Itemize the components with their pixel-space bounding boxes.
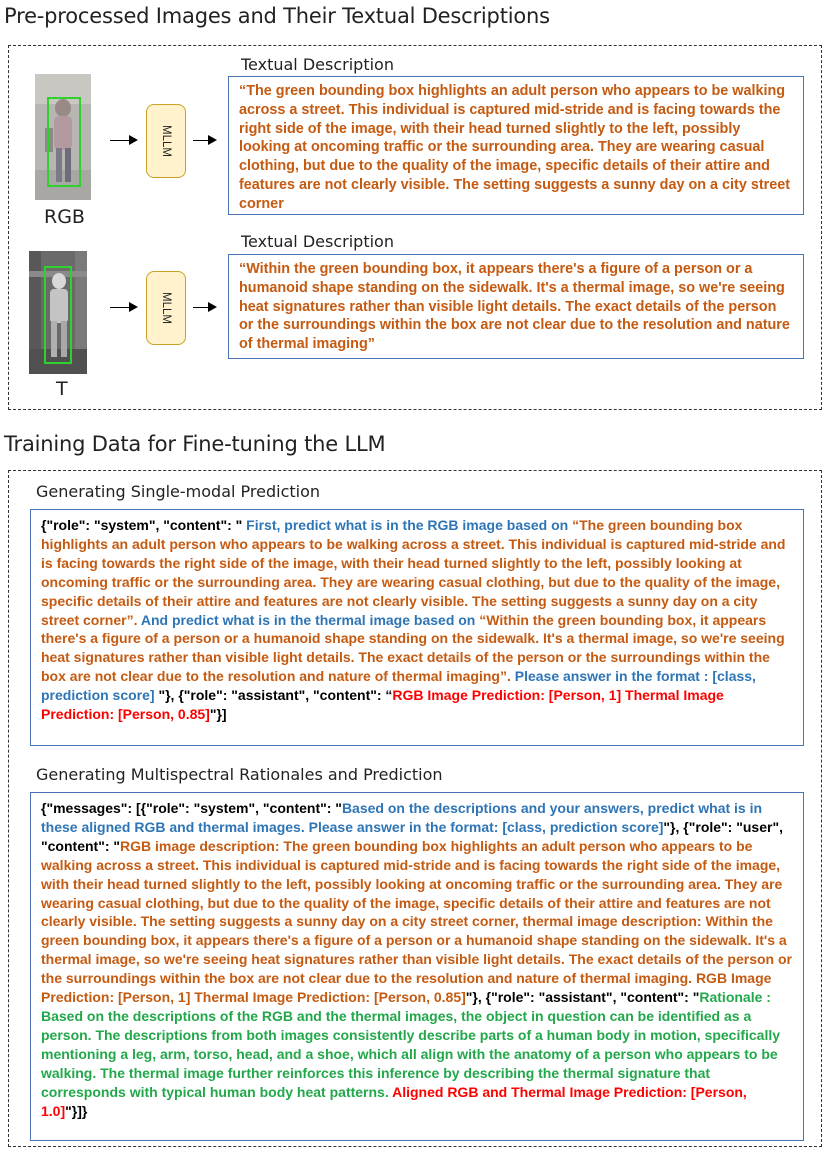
thermal-description-text: “Within the green bounding box, it appears there's a figure of a person or a humanoid shape standing on the sidewalk. It's a thermal image, so we're seeing heat signatures rather than visible light details. The exact details of the person or the surroundings within the box are not clear due to the resolution and nature of thermal imaging”. bbox=[41, 611, 785, 685]
textual-description-label: Textual Description bbox=[241, 232, 394, 251]
arrow-icon bbox=[110, 140, 136, 141]
rationale-text: Rationale : Based on the descriptions of the RGB and the thermal images, the object in question can be identified as a person. The descriptions from both images consistently describe parts of a human body in motion, specifically mentioning a leg, arm, torso, head, and a shoe, which all align with the anatomy of a person who appears to be walking. The thermal image further reinforces this inference by describing the thermal signature that corresponds with typical human body heat patterns. bbox=[41, 989, 781, 1100]
thermal-description-box bbox=[228, 254, 804, 359]
arrow-icon bbox=[193, 140, 215, 141]
instruction-text: And predict what is in the thermal image based on bbox=[140, 611, 480, 628]
rgb-description-box bbox=[228, 76, 804, 215]
instruction-text: Based on the descriptions and your answers, predict what is in these aligned RGB and thermal images. Please answer in the format: [class, prediction score] bbox=[41, 800, 763, 835]
json-text: "}]} bbox=[65, 1102, 88, 1119]
mllm-block-thermal bbox=[146, 271, 186, 345]
format-instruction-text: Please answer in the format : [class, prediction score] bbox=[41, 668, 756, 704]
json-text: "}, {"role": "assistant", "content": “ bbox=[158, 687, 393, 704]
json-text: {"role": "system", "content": " bbox=[41, 517, 247, 533]
mllm-label: MLLM bbox=[160, 292, 172, 324]
instruction-text: First, predict what is in the RGB image based on bbox=[246, 517, 573, 533]
rgb-description-text: “The green bounding box highlights an adult person who appears to be walking across a street. This individual is captured mid-stride and is facing towards the right side of the image, with their head turned slightly to the left, possibly looking at oncoming traffic or the surrounding area. They are wearing casual clothing, but due to the quality of the image, specific details of their attire and features are not clearly visible. The setting suggests a sunny day on a city street corner”. bbox=[41, 517, 786, 628]
section2-title: Training Data for Fine-tuning the LLM bbox=[4, 432, 386, 456]
thermal-label: T bbox=[56, 378, 68, 400]
multispectral-json-box bbox=[30, 792, 804, 1141]
single-modal-label: Generating Single-modal Prediction bbox=[36, 482, 321, 501]
rgb-description-text: “The green bounding box highlights an adult person who appears to be walking across a street. This individual is captured mid-stride and is facing towards the right side of the image, with their head turned slightly to the left, possibly looking at oncoming traffic or the surrounding area. They are wearing casual clothing, but due to the quality of the image, specific details of their attire and features are not clearly visible. The setting suggests a sunny day on a city street corner bbox=[239, 83, 791, 212]
arrow-icon bbox=[110, 307, 136, 308]
rgb-image bbox=[35, 74, 91, 200]
textual-description-label: Textual Description bbox=[241, 55, 394, 74]
thermal-description-text: “Within the green bounding box, it appears there's a figure of a person or a humanoid shape standing on the sidewalk. It's a thermal image, so we're seeing heat signatures rather than visible light details. The exact details of the person or the surroundings within the box are not clear due to the resolution and nature of thermal imaging” bbox=[239, 261, 790, 353]
prediction-text: RGB Image Prediction: [Person, 1] Thermal Image Prediction: [Person, 0.85] bbox=[41, 687, 724, 723]
json-text: "}] bbox=[209, 706, 227, 723]
mllm-block-rgb bbox=[146, 104, 186, 178]
rgb-label: RGB bbox=[44, 206, 85, 228]
thermal-image bbox=[29, 251, 87, 374]
section1-title: Pre-processed Images and Their Textual Descriptions bbox=[4, 4, 550, 28]
json-text: {"messages": [{"role": "system", "content": " bbox=[41, 800, 342, 816]
user-content-text: RGB image description: The green bounding box highlights an adult person who appears to be walking across a street. This individual is captured mid-stride and is facing towards the right side of the image, with their head turned slightly to the left, possibly looking at oncoming traffic or the surrounding area. They are wearing casual clothing, but due to the quality of the image, specific details of their attire and features are not clearly visible. The setting suggests a sunny day on a city street corner, thermal image description: Within the green bounding box, it appears there's a figure of a person or a humanoid shape standing on the sidewalk. It's a thermal image, so we're seeing heat signatures rather than visible light details. The exact details of the person or the surroundings within the box are not clear due to the resolution and nature of thermal imaging. RGB Image Prediction: [Person, 1] Thermal Image Prediction: [Person, 0.85] bbox=[41, 837, 792, 1006]
json-text: "}, {"role": "assistant", "content": " bbox=[465, 989, 700, 1006]
json-text: "}, {"role": "user", "content": " bbox=[41, 818, 783, 854]
arrow-icon bbox=[193, 307, 215, 308]
multispectral-label: Generating Multispectral Rationales and Prediction bbox=[36, 765, 443, 784]
mllm-label: MLLM bbox=[160, 125, 172, 157]
single-modal-json-box bbox=[30, 509, 804, 746]
prediction-text: Aligned RGB and Thermal Image Prediction: [Person, 1.0] bbox=[41, 1083, 747, 1119]
